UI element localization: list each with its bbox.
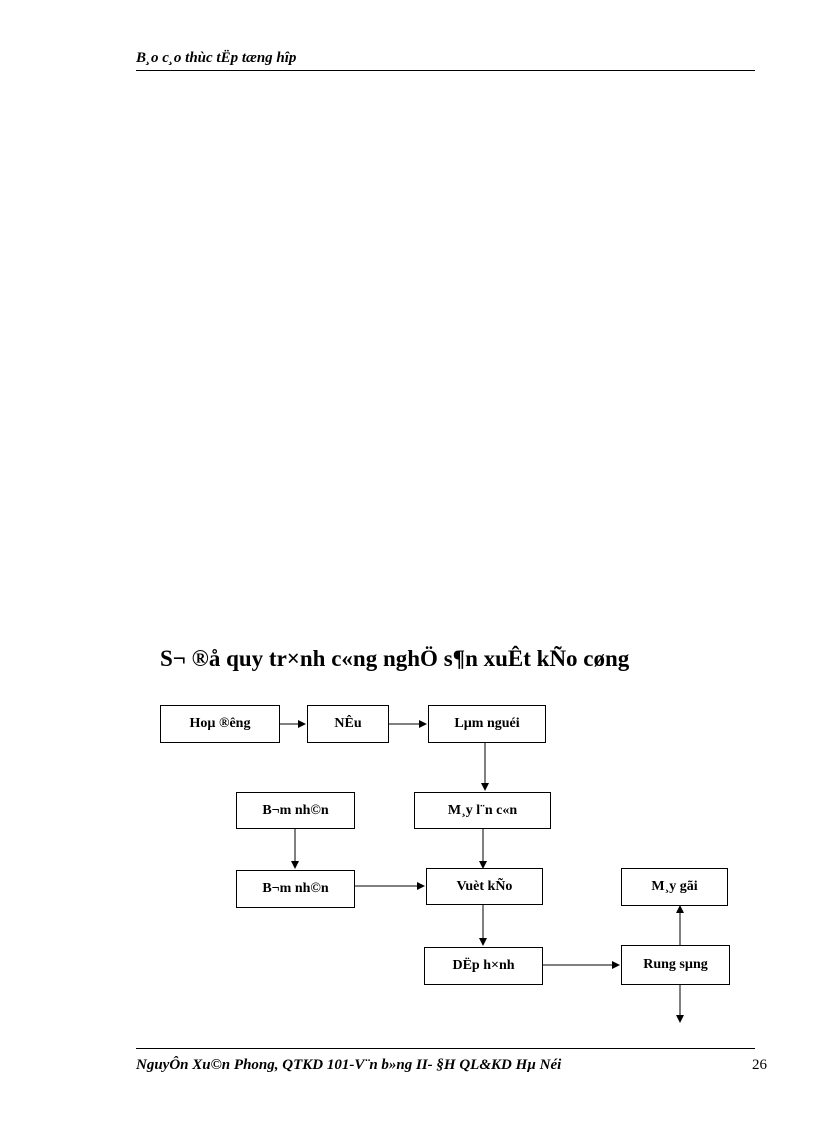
node-may-lan-con: M¸y l¨n c«n: [414, 792, 551, 829]
page-header: B¸o c¸o thùc tËp tæng hîp: [136, 50, 297, 66]
node-bam-nhan-2: B¬m nh©n: [236, 870, 355, 908]
node-rung-sang: Rung sµng: [621, 945, 730, 985]
node-dap-hinh: DËp h×nh: [424, 947, 543, 985]
node-vuot-keo: Vuèt kÑo: [426, 868, 543, 905]
node-hoa-duong: Hoµ ®êng: [160, 705, 280, 743]
node-may-goi: M¸y gãi: [621, 868, 728, 906]
footer-divider: [136, 1048, 755, 1049]
node-bam-nhan-1: B¬m nh©n: [236, 792, 355, 829]
node-lam-nguoi: Lµm nguéi: [428, 705, 546, 743]
page-footer: NguyÔn Xu©n Phong, QTKD 101-V¨n b»ng II- §H QL&KD Hµ Néi: [136, 1057, 562, 1073]
page-number: 26: [752, 1057, 767, 1073]
node-nau: NÊu: [307, 705, 389, 743]
diagram-title: S¬ ®å quy tr×nh c«ng nghÖ s¶n xuÊt kÑo cøng: [160, 646, 630, 671]
